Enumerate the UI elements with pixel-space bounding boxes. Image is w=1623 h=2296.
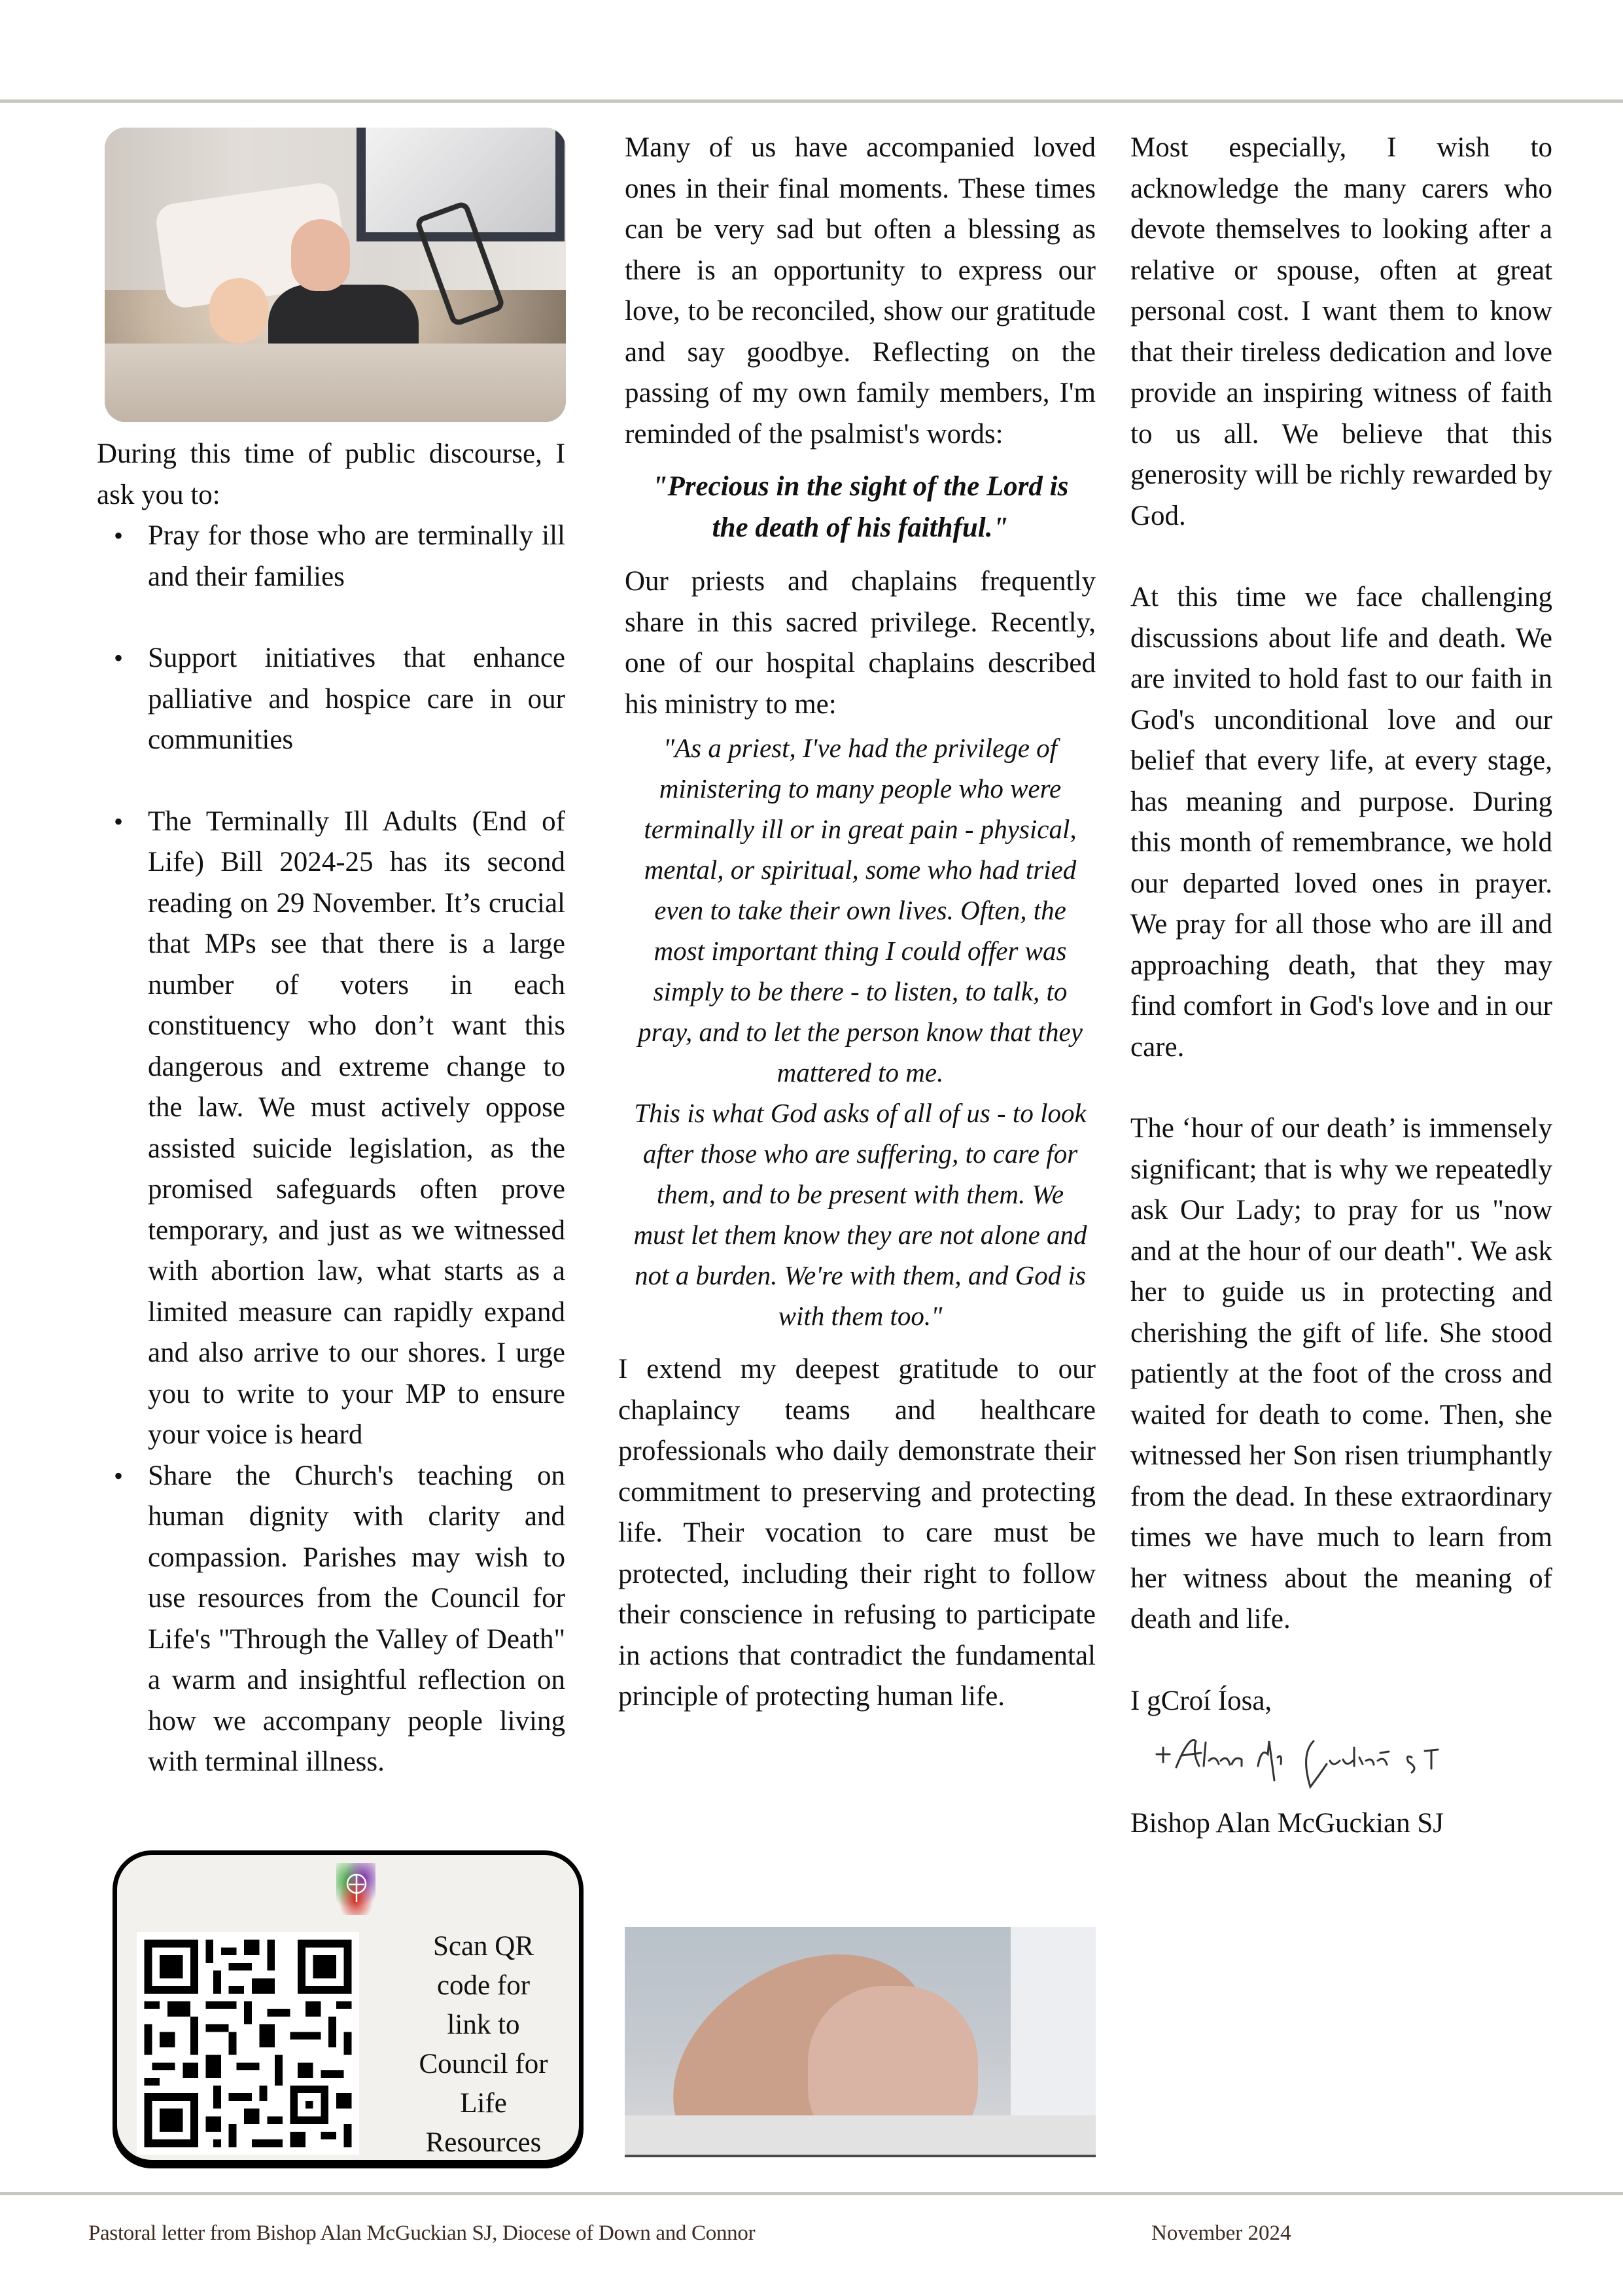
- asks-list: [97, 516, 565, 1783]
- list-item: • Support initiatives that enhance palliative and hospice care in our communities: [97, 638, 565, 761]
- carers-paragraph: Most especially, I wish to acknowledge the many carers who devote themselves to looking after a relative or spouse, often at great personal cost. I want them to know that their tireless dedication and love provide an inspiring witness of faith to us all. We believe that this generosity will be richly rewarded by God.: [1130, 132, 1552, 531]
- bedside-photo: [105, 128, 566, 422]
- qr-caption-line: Council for: [419, 2049, 548, 2079]
- header-divider: [0, 99, 1623, 103]
- qr-callout-box: [113, 1850, 584, 2164]
- signature-icon: [1143, 1728, 1562, 1807]
- closing-salutation: I gCroí Íosa,: [1130, 1685, 1272, 1716]
- list-item: • Share the Church's teaching on human dignity with clarity and compassion. Parishes may wish to use resources from the Council for Life's "Through the Valley of Death" a warm and insightful reflection on how we accompany people living with terminal illness.: [97, 1456, 565, 1783]
- middle-column: [618, 128, 1096, 1718]
- holding-hands-photo: [625, 1927, 1096, 2157]
- gratitude-paragraph: I extend my deepest gratitude to our chaplaincy teams and healthcare professionals who daily demonstrate their commitment to preserving and protecting life. Their vocation to care must be protected, including their right to follow their conscience in refusing to participate in actions that contradict the fundamental principle of protecting human life.: [618, 1354, 1096, 1712]
- qr-code[interactable]: [137, 1932, 359, 2155]
- right-column: [1130, 128, 1552, 1845]
- chaplain-quote-part-1: "As a priest, I've had the privilege of ministering to many people who were terminally ill or in great pain - physical, mental, or spiritual, some who had tried even to take their own lives. Often, the most important thing I could offer was simply to be there - to listen, to talk, to pray, and to let the person know that they mattered to me.: [638, 733, 1083, 1087]
- signatory-name: Bishop Alan McGuckian SJ: [1130, 1808, 1444, 1839]
- our-lady-paragraph: The ‘hour of our death’ is immensely significant; that is why we repeatedly ask Our Lady; to pray for us "now and at the hour of our death". We ask her to guide us in protecting and cherishing the gift of life. She stood patiently at the foot of the cross and waited for death to come. Then, she witnessed her Son risen triumphantly from the dead. In these extraordinary times we have much to learn from her witness about the meaning of death and life.: [1130, 1113, 1552, 1634]
- list-item: • The Terminally Ill Adults (End of Life) Bill 2024-25 has its second reading on 29 November. It’s crucial that MPs see that there is a large number of voters in each constituency who don’t want this dangerous and extreme change to the law. We must actively oppose assisted suicide legislation, as the promised safeguards often prove temporary, and just as we witnessed with abortion law, what starts as a limited measure can rapidly expand and also arrive to our shores. I urge you to write to your MP to ensure your voice is heard: [97, 802, 565, 1456]
- qr-caption-line: Scan QR: [432, 1931, 534, 1962]
- qr-caption: [405, 1927, 562, 2163]
- footer-divider: [0, 2192, 1623, 2195]
- qr-caption-line: Life: [460, 2088, 507, 2119]
- footer-title: Pastoral letter from Bishop Alan McGuckian SJ, Diocese of Down and Connor: [88, 2221, 756, 2245]
- accompaniment-paragraph: Many of us have accompanied loved ones in their final moments. These times can be very sad but often a blessing as there is an opportunity to express our love, to be reconciled, show our gratitude and say goodbye. Reflecting on the passing of my own family members, I'm reminded of the psalmist's words:: [625, 132, 1096, 450]
- list-item: • Pray for those who are terminally ill and their families: [97, 516, 565, 597]
- psalm-quote: "Precious in the sight of the Lord is the death of his faithful.": [652, 471, 1069, 543]
- footer-date: November 2024: [1151, 2221, 1291, 2245]
- qr-caption-line: link to: [447, 2009, 520, 2040]
- chaplains-paragraph: Our priests and chaplains frequently share in this sacred privilege. Recently, one of our hospital chaplains described his ministry to me:: [625, 566, 1096, 720]
- intro-paragraph: During this time of public discourse, I ask you to:: [97, 438, 565, 510]
- left-column: [97, 128, 565, 1783]
- chaplain-quote-part-2: This is what God asks of all of us - to look after those who are suffering, to care for them, and to be present with them. We must let them know they are not alone and not a burden. We're with them, and God is with them too.": [633, 1098, 1087, 1331]
- qr-caption-line: Resources: [425, 2127, 542, 2158]
- qr-caption-line: code for: [436, 1970, 531, 2001]
- remembrance-paragraph: At this time we face challenging discussions about life and death. We are invited to hold fast to our faith in God's unconditional love and our belief that every life, at every stage, has meaning and purpose. During this month of remembrance, we hold our departed loved ones in prayer. We pray for all those who are ill and approaching death, that they may find comfort in God's love and in our care.: [1130, 582, 1552, 1063]
- handwritten-signature: [1130, 1722, 1552, 1803]
- council-for-life-logo-icon: [336, 1863, 375, 1915]
